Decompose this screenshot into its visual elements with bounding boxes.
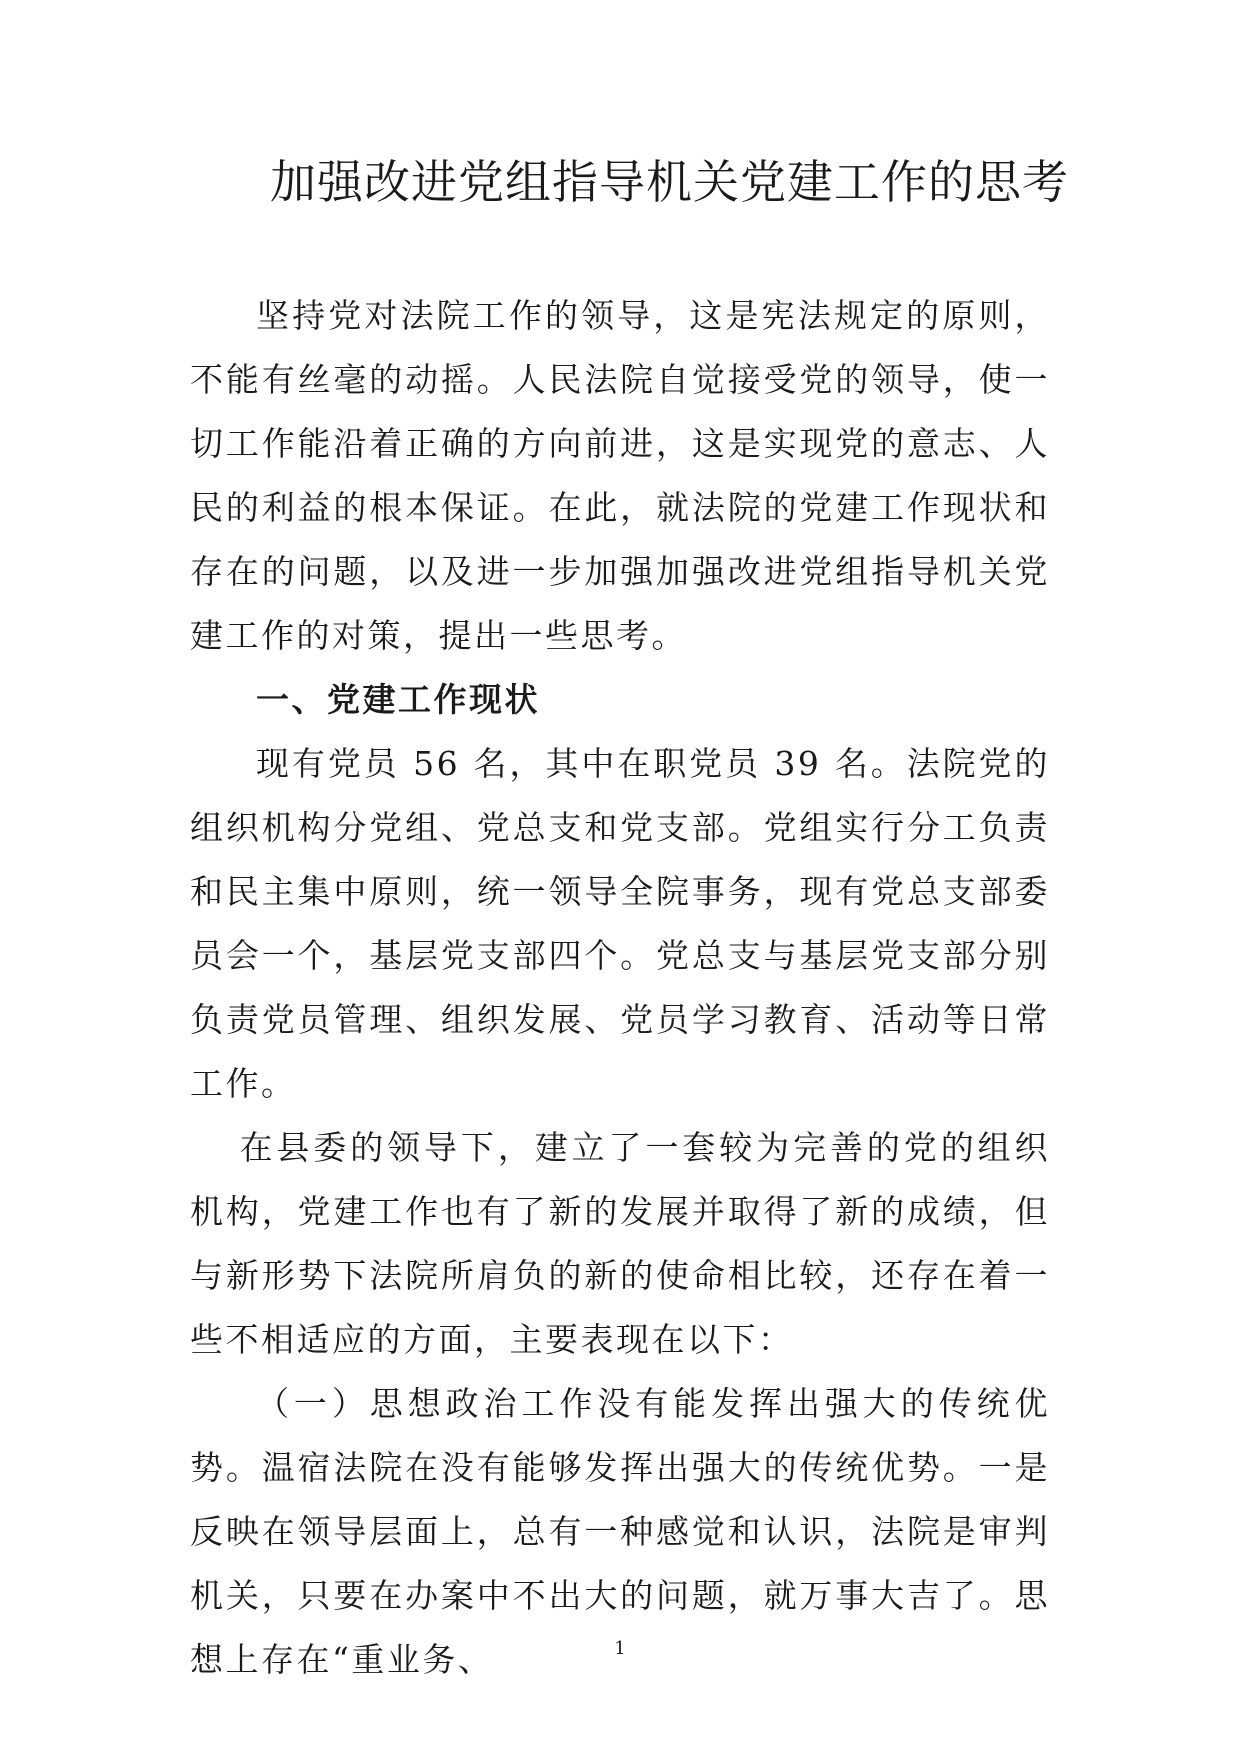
section-heading-status: 一、党建工作现状: [256, 680, 540, 719]
document-title: 加强改进党组指导机关党建工作的思考: [270, 155, 1069, 209]
intro-paragraph: 坚持党对法院工作的领导，这是宪法规定的原则，不能有丝毫的动摇。人民法院自觉接受党的领导，使一切工作能沿着正确的方向前进，这是实现党的意志、人民的利益的根本保证。在此，就法院的党建工作现状和存在的问题，以及进一步加强加强改进党组指导机关党建工作的对策，提出一些思考。: [190, 296, 1050, 655]
problems-intro-paragraph: 在县委的领导下，建立了一套较为完善的党的组织机构，党建工作也有了新的发展并取得了新的成绩，但与新形势下法院所肩负的新的使命相比较，还存在着一些不相适应的方面，主要表现在以下：: [190, 1128, 1050, 1359]
document-body: [190, 284, 1050, 1692]
page-number: 1: [614, 1638, 626, 1659]
status-paragraph: 现有党员 56 名，其中在职党员 39 名。法院党的组织机构分党组、党总支和党支部。党组实行分工负责和民主集中原则，统一领导全院事务，现有党总支部委员会一个，基层党支部四个。党总支与基层党支部分别负责党员管理、组织发展、党员学习教育、活动等日常工作。: [190, 744, 1050, 1103]
problem-one-paragraph: （一）思想政治工作没有能发挥出强大的传统优势。温宿法院在没有能够发挥出强大的传统优势。一是反映在领导层面上，总有一种感觉和认识，法院是审判机关，只要在办案中不出大的问题，就万事大吉了。思想上存在“重业务、: [190, 1384, 1050, 1679]
